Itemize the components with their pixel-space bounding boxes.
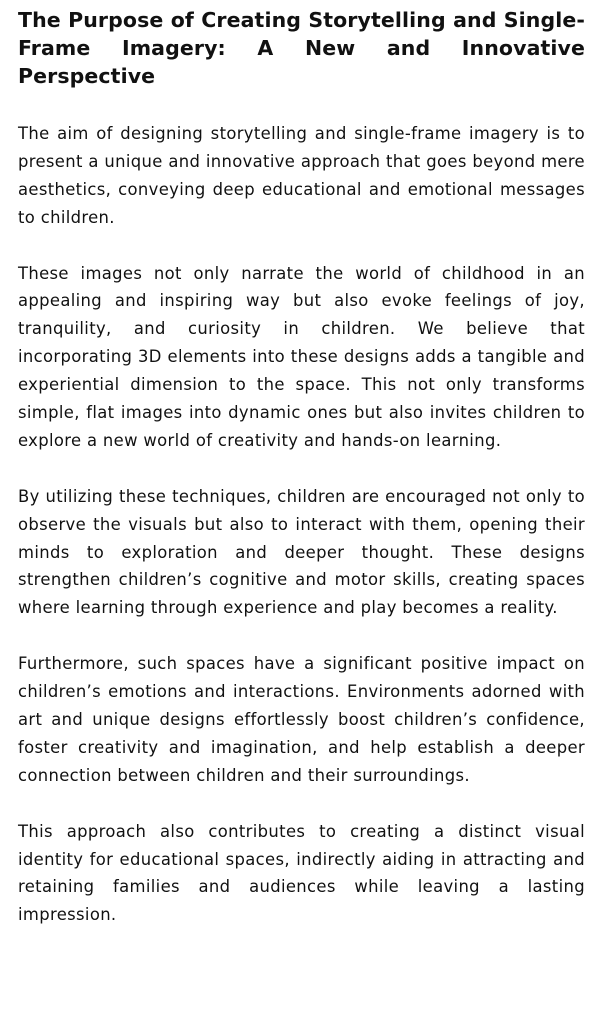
document — [18, 6, 585, 929]
paragraph-images: These images not only narrate the world of childhood in an appealing and inspiring way but also evoke feelings of joy, tranquility, and curiosity in children. We believe that incorporating 3D elements into these designs adds a tangible and experiential dimension to the space. This not only transforms simple, flat images into dynamic ones but also invites children to explore a new world of creativity and hands-on learning. — [18, 263, 585, 450]
paragraph-identity: This approach also contributes to creating a distinct visual identity for educational spaces, indirectly aiding in attracting and retaining families and audiences while leaving a lasting impression. — [18, 821, 585, 925]
paragraph-techniques: By utilizing these techniques, children are encouraged not only to observe the visuals but also to interact with them, opening their minds to exploration and deeper thought. These designs strengthen children’s cognitive and motor skills, creating spaces where learning through experience and play becomes a reality. — [18, 486, 585, 618]
paragraph-aim: The aim of designing storytelling and single-frame imagery is to present a unique and innovative approach that goes beyond mere aesthetics, conveying deep educational and emotional messages to children. — [18, 124, 585, 227]
paragraph-spaces: Furthermore, such spaces have a significant positive impact on children’s emotions and interactions. Environments adorned with art and unique designs effortlessly boost children’s confidence, foster creativity and imagination, and help establish a deeper connection between children and their surroundings. — [18, 654, 585, 785]
document-title: The Purpose of Creating Storytelling and Single-Frame Imagery: A New and Innovative Perspective — [18, 8, 585, 88]
